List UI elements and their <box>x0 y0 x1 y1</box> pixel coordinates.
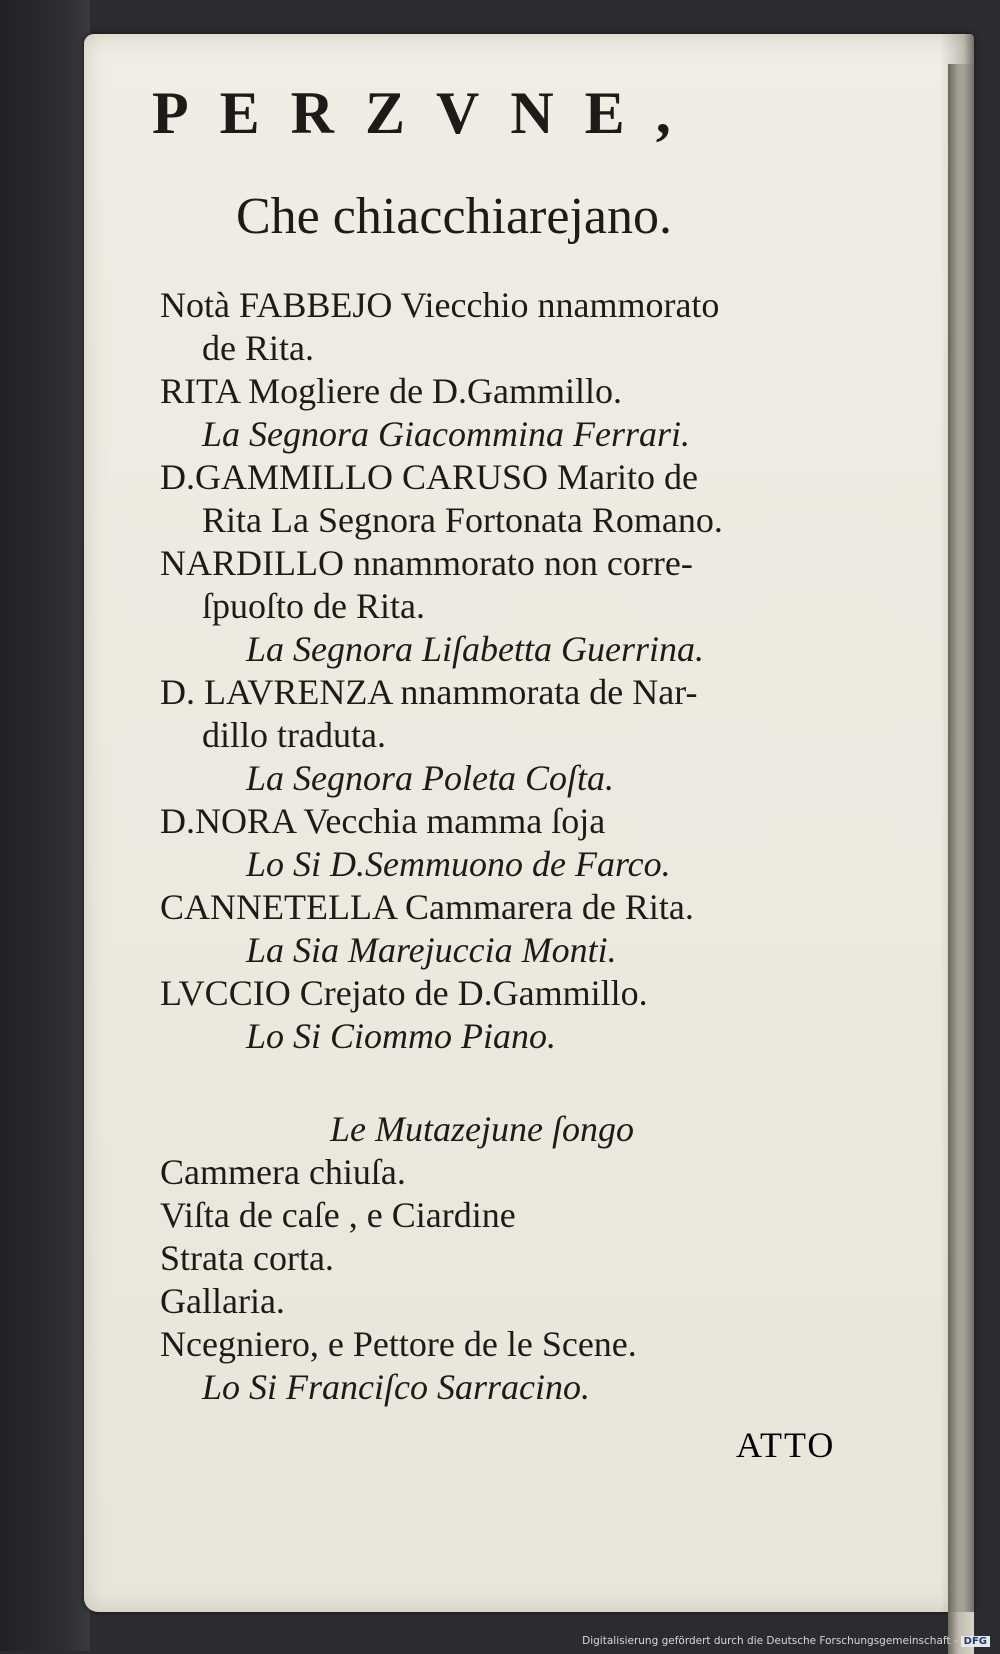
cast-actor-line: La Segnora Liſabetta Guerrina. <box>246 629 705 669</box>
scene-line: Ncegniero, e Pettore de le Scene. <box>160 1324 637 1364</box>
page-subheading: Che chiacchiarejano. <box>236 188 672 245</box>
scan-background <box>0 0 90 1651</box>
page-edge <box>948 64 974 1654</box>
scenes-heading: Le Mutazejune ſongo <box>330 1109 634 1149</box>
cast-line: D.GAMMILLO CARUSO Marito de <box>160 457 698 497</box>
cast-line: dillo traduta. <box>202 715 386 755</box>
credit-text: Digitalisierung gefördert durch die Deutsche Forschungsgemeinschaft - <box>582 1635 958 1647</box>
cast-line: de Rita. <box>202 328 314 368</box>
cast-line: D. LAVRENZA nnammorata de Nar- <box>160 672 698 712</box>
cast-actor-line: Lo Si D.Semmuono de Farco. <box>246 844 671 884</box>
cast-actor-line: La Segnora Giacommina Ferrari. <box>202 414 690 454</box>
section-gap <box>160 1058 900 1108</box>
cast-list <box>160 284 900 1058</box>
scene-line: Viſta de caſe , e Ciardine <box>160 1195 516 1235</box>
cast-actor-line: Lo Si Ciommo Piano. <box>246 1016 557 1056</box>
cast-actor-line: La Segnora Poleta Coſta. <box>246 758 614 798</box>
cast-line: RITA Mogliere de D.Gammillo. <box>160 371 623 411</box>
cast-line: NARDILLO nnammorato non corre- <box>160 543 693 583</box>
scenes-list <box>160 1151 900 1409</box>
cast-line: Rita La Segnora Fortonata Romano. <box>202 500 723 540</box>
cast-line: ſpuoſto de Rita. <box>202 586 425 626</box>
cast-line: LVCCIO Crejato de D.Gammillo. <box>160 973 648 1013</box>
catchword: ATTO <box>736 1425 836 1465</box>
cast-line: D.NORA Vecchia mamma ſoja <box>160 801 606 841</box>
dfg-logo: DFG <box>961 1636 990 1647</box>
scene-line: Cammera chiuſa. <box>160 1152 406 1192</box>
cast-line: Notà FABBEJO Viecchio nnammorato <box>160 285 720 325</box>
scene-line: Gallaria. <box>160 1281 285 1321</box>
page-heading: PERZVNE, <box>152 80 702 146</box>
digitization-credit <box>582 1635 990 1647</box>
scene-painter-line: Lo Si Franciſco Sarracino. <box>202 1367 590 1407</box>
page-content <box>152 74 900 1409</box>
cast-line: CANNETELLA Cammarera de Rita. <box>160 887 694 927</box>
scene-line: Strata corta. <box>160 1238 334 1278</box>
cast-actor-line: La Sia Marejuccia Monti. <box>246 930 617 970</box>
